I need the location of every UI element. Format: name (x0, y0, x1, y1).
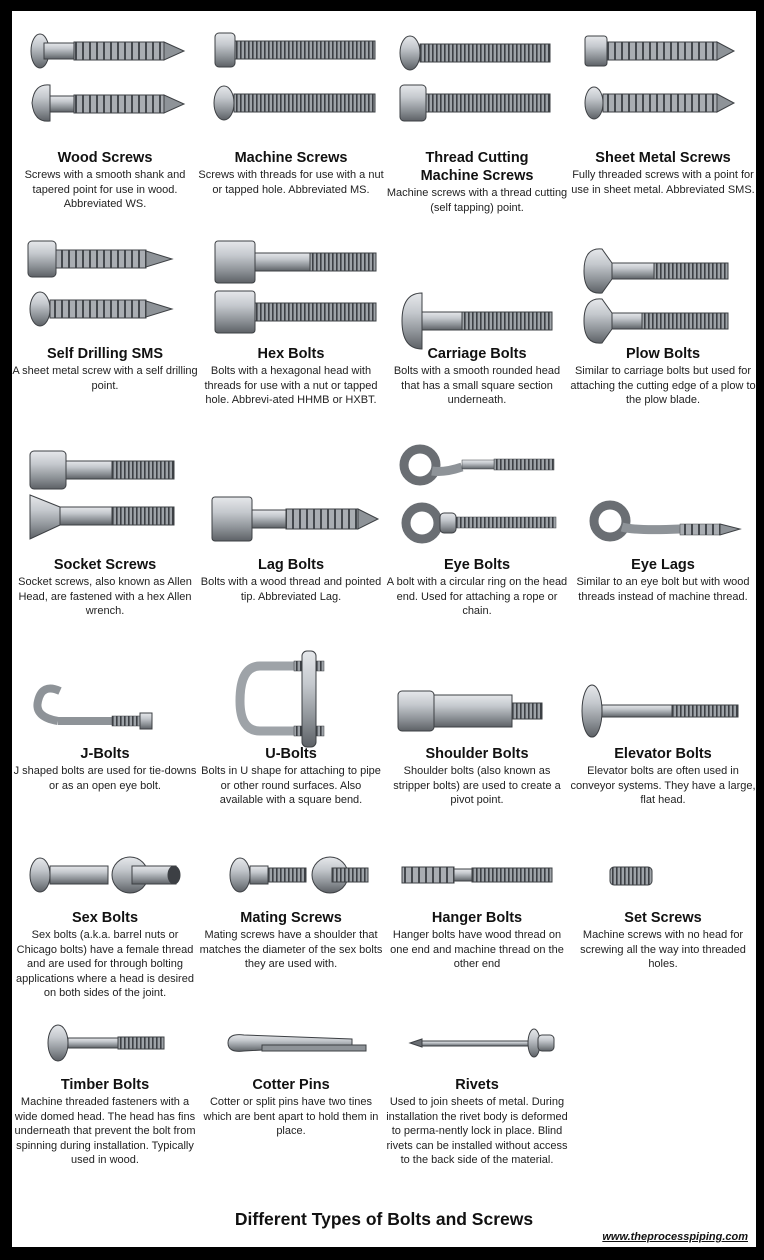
fastener-card-j-bolts (12, 745, 198, 793)
mating-screw-icon (230, 857, 368, 893)
socket-screw-cap-icon (30, 451, 174, 489)
website-link[interactable]: www.theprocesspiping.com (602, 1231, 748, 1243)
fastener-description: Cotter or split pins have two tines which are bent apart to hold them in place. (203, 1096, 379, 1137)
fastener-card-wood-screws (12, 149, 198, 212)
plow-bolt-2-icon (584, 299, 728, 343)
hex-bolt-partial-icon (215, 241, 376, 283)
sex-bolt-icon (30, 857, 180, 893)
cotter-pin-icon (228, 1035, 366, 1052)
timber-bolt-icon (48, 1025, 164, 1061)
fastener-description: A sheet metal screw with a self drilling point. (12, 365, 198, 392)
fastener-card-socket-screws (12, 556, 198, 619)
fastener-description: Hanger bolts have wood thread on one end and machine thread on the other end (390, 929, 564, 970)
fastener-name: Mating Screws (240, 910, 342, 926)
fastener-description: Machine threaded fasteners with a wide domed head. The head has fins underneath that prevent the bolt from spinning during installation. Typically used in wood. (14, 1096, 196, 1166)
poster-content (12, 11, 756, 1247)
elevator-bolt-icon (582, 685, 738, 737)
fastener-description: J shaped bolts are used for tie-downs or as an open eye bolt. (13, 765, 197, 792)
fastener-description: Shoulder bolts (also known as stripper bolts) are used to create a pivot point. (393, 765, 561, 806)
fastener-name: Eye Lags (631, 557, 695, 573)
eye-bolt-bent-icon (404, 449, 554, 481)
fastener-card-hanger-bolts (384, 909, 570, 972)
fastener-description: Screws with threads for use with a nut or tapped hole. Abbreviated MS. (198, 169, 384, 196)
fastener-name: Wood Screws (57, 150, 153, 166)
fastener-description: Machine screws with no head for screwing all the way into threaded holes. (580, 929, 746, 970)
fastener-name: Plow Bolts (625, 346, 701, 362)
sheet-metal-flat-icon (585, 87, 734, 119)
poster-title: Different Types of Bolts and Screws (234, 1209, 534, 1229)
fastener-name: Hex Bolts (257, 346, 325, 362)
fastener-name: Hanger Bolts (431, 910, 523, 926)
self-drilling-pan-icon (30, 292, 172, 326)
fastener-name: Thread Cutting Machine Screws (420, 150, 534, 184)
sheet-metal-hex-icon (585, 36, 734, 66)
fastener-card-sheet-metal-screws (570, 149, 756, 197)
plow-bolt-1-icon (584, 249, 728, 293)
fastener-description: Bolts with a wood thread and pointed tip. Abbreviated Lag. (200, 576, 382, 603)
fastener-name: Carriage Bolts (427, 346, 527, 362)
fastener-card-carriage-bolts (384, 345, 570, 408)
fastener-description: Used to join sheets of metal. During installation the rivet body is deformed to perma-nently lock in place. Blind rivets can be installed without access to the back side of the material. (386, 1096, 568, 1166)
wood-screw-round-icon (32, 85, 184, 121)
fastener-card-hex-bolts (198, 345, 384, 408)
wood-screw-flat-icon (31, 34, 184, 68)
fastener-card-rivets (384, 1076, 570, 1168)
fastener-name: Set Screws (624, 910, 702, 926)
thread-cutting-flat-icon (400, 36, 550, 70)
hex-bolt-full-icon (215, 291, 376, 333)
self-drilling-hex-icon (28, 241, 172, 277)
fastener-name: U-Bolts (265, 746, 317, 762)
fastener-card-mating-screws (198, 909, 384, 972)
fastener-description: Fully threaded screws with a point for use in sheet metal. Abbreviated SMS. (571, 169, 755, 196)
fastener-card-self-drilling-sms (12, 345, 198, 393)
fastener-card-set-screws (570, 909, 756, 972)
fastener-description: Bolts with a hexagonal head with threads for use with a nut or tapped hole. Abbrevi-ated HHMB or HXBT. (204, 365, 378, 406)
fastener-description: Mating screws have a shoulder that matches the diameter of the sex bolts they are used with. (199, 929, 383, 970)
fastener-name: Sheet Metal Screws (595, 150, 731, 166)
fastener-name: Cotter Pins (252, 1077, 330, 1093)
fastener-name: Lag Bolts (257, 557, 325, 573)
fastener-description: Elevator bolts are often used in conveyor systems. They have a large, flat head. (570, 765, 756, 806)
fastener-description: Bolts with a smooth rounded head that has a small square section underneath. (393, 365, 561, 406)
fastener-description: A bolt with a circular ring on the head end. Used for attaching a rope or chain. (386, 576, 568, 617)
fastener-description: Screws with a smooth shank and tapered point for use in wood. Abbreviated WS. (24, 169, 186, 210)
socket-screw-flat-icon (30, 495, 174, 539)
lag-bolt-icon (212, 497, 378, 541)
shoulder-bolt-icon (398, 691, 542, 731)
fastener-name: J-Bolts (80, 746, 130, 762)
fastener-description: Machine screws with a thread cutting (self tapping) point. (386, 187, 568, 214)
carriage-bolt-icon (402, 293, 552, 349)
rivet-icon (410, 1029, 554, 1057)
fastener-card-eye-lags (570, 556, 756, 604)
fastener-description: Socket screws, also known as Allen Head, are fastened with a hex Allen wrench. (18, 576, 192, 617)
fastener-name: Shoulder Bolts (425, 746, 529, 762)
machine-screw-cheese-icon (215, 33, 375, 67)
fastener-card-sex-bolts (12, 909, 198, 1001)
fastener-card-thread-cutting-machine-screws (384, 149, 570, 215)
fastener-name: Machine Screws (234, 150, 348, 166)
eye-lag-icon (594, 505, 740, 537)
fastener-name: Socket Screws (53, 557, 157, 573)
fastener-description: Sex bolts (a.k.a. barrel nuts or Chicago bolts) have a female thread and are used for through bolting applications where a head is desired on both sides of the joint. (16, 929, 194, 999)
fastener-name: Self Drilling SMS (46, 346, 163, 362)
fastener-card-eye-bolts (384, 556, 570, 619)
fastener-name: Rivets (455, 1077, 499, 1093)
fastener-card-plow-bolts (570, 345, 756, 408)
fastener-card-u-bolts (198, 745, 384, 808)
fastener-card-cotter-pins (198, 1076, 384, 1139)
fastener-card-lag-bolts (198, 556, 384, 604)
eye-bolt-forged-icon (406, 507, 556, 539)
u-bolt-icon (240, 651, 324, 747)
fastener-card-timber-bolts (12, 1076, 198, 1168)
fastener-name: Timber Bolts (60, 1077, 150, 1093)
fastener-card-machine-screws (198, 149, 384, 197)
fastener-name: Elevator Bolts (614, 746, 712, 762)
fastener-description: Similar to an eye bolt but with wood threads instead of machine thread. (576, 576, 750, 603)
fastener-card-elevator-bolts (570, 745, 756, 808)
j-bolt-icon (37, 689, 152, 729)
fastener-description: Similar to carriage bolts but used for attaching the cutting edge of a plow to the plow blade. (570, 365, 756, 406)
fastener-card-shoulder-bolts (384, 745, 570, 808)
set-screw-icon (610, 867, 652, 885)
thread-cutting-hex-icon (400, 85, 550, 121)
machine-screw-pan-icon (214, 86, 375, 120)
fastener-name: Eye Bolts (443, 557, 511, 573)
fastener-description: Bolts in U shape for attaching to pipe or other round surfaces. Also available with a square bend. (201, 765, 381, 806)
hanger-bolt-icon (402, 867, 552, 883)
fastener-name: Sex Bolts (71, 910, 139, 926)
